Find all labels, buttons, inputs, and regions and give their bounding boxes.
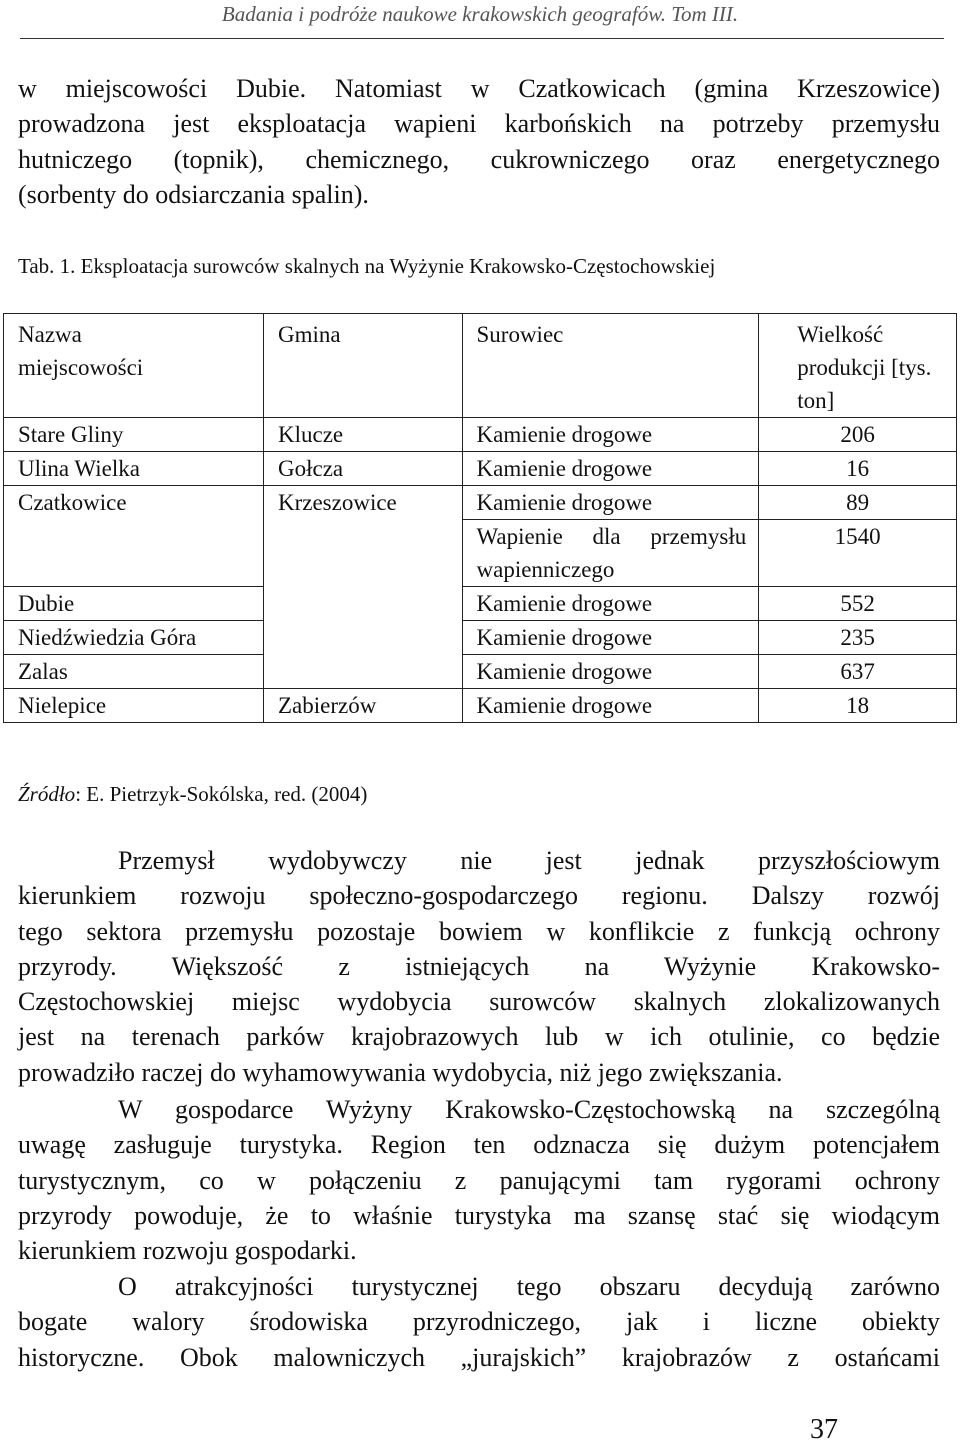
text-line: jest na terenach parków krajobrazowych lub w ich otulinie, co będzie [18,1022,940,1052]
cell-value: 637 [759,655,957,689]
header-production: Wielkość produkcji [tys. ton] [759,314,957,418]
material-line: wapienniczego [476,557,615,582]
cell-place: Zalas [4,655,264,689]
cell-material [462,520,759,587]
header-material: Surowiec [462,314,759,418]
cell-gmina: Klucze [264,418,463,452]
text-line: tego sektora przemysłu pozostaje bowiem w konflikcie z funkcją ochrony [18,916,940,946]
table-row [4,655,957,689]
cell-material: Kamienie drogowe [462,418,759,452]
table-row [4,418,957,452]
cell-material: Kamienie drogowe [462,621,759,655]
cell-value: 16 [759,452,957,486]
table-header-row [4,314,957,418]
running-title: Badania i podróże naukowe krakowskich geografów. Tom III. [221,2,739,26]
cell-gmina: Krzeszowice [264,486,463,689]
text-line: historyczne. Obok malowniczych „jurajskich” krajobrazów z ostańcami [18,1342,940,1372]
table-caption: Tab. 1. Eksploatacja surowców skalnych na Wyżynie Krakowsko-Częstochowskiej [18,254,716,278]
intro-paragraph [18,71,940,212]
text-line: W gospodarce Wyżyny Krakowsko-Częstochowską na szczególną [118,1095,940,1124]
body-paragraph [18,1269,940,1375]
page-number: 37 [810,1414,838,1445]
text-line: kierunkiem rozwoju gospodarki. [18,1236,357,1266]
cell-gmina: Zabierzów [264,689,463,723]
text-line: bogate walory środowiska przyrodniczego, jak i liczne obiekty [18,1307,940,1337]
table-source [18,779,367,809]
table-row [4,486,957,520]
cell-material: Kamienie drogowe [462,689,759,723]
cell-place: Czatkowice [4,486,264,587]
cell-value: 235 [759,621,957,655]
text-line: uwagę zasługuje turystyka. Region ten odznacza się dużym potencjałem [18,1130,940,1160]
source-label: Źródło [18,782,76,806]
cell-material: Kamienie drogowe [462,655,759,689]
cell-value: 552 [759,587,957,621]
text-line: przyrody powoduje, że to właśnie turystyka ma szansę stać się wiodącym [18,1200,940,1230]
header-gmina: Gmina [264,314,463,418]
cell-gmina: Gołcza [264,452,463,486]
text-line: (sorbenty do odsiarczania spalin). [18,179,369,209]
cell-place: Dubie [4,587,264,621]
source-text: : E. Pietrzyk-Sokólska, red. (2004) [75,782,368,806]
cell-material: Kamienie drogowe [462,486,759,520]
text-line: Przemysł wydobywczy nie jest jednak przyszłościowym [118,846,940,875]
body-paragraph [18,1092,940,1268]
cell-value: 89 [759,486,957,520]
header-rule [20,38,944,39]
table-row [4,587,957,621]
table-row [4,689,957,723]
cell-value: 206 [759,418,957,452]
production-table [3,313,957,723]
cell-place: Ulina Wielka [4,452,264,486]
text-line: O atrakcyjności turystycznej tego obszaru decydują zarówno [118,1272,940,1301]
cell-place: Niedźwiedzia Góra [4,621,264,655]
table-row [4,621,957,655]
header-place: Nazwa miejscowości [4,314,264,418]
cell-place: Stare Gliny [4,418,264,452]
text-line: turystycznym, co w połączeniu z panującymi tam rygorami ochrony [18,1165,940,1195]
cell-place: Nielepice [4,689,264,723]
text-line: kierunkiem rozwoju społeczno-gospodarczego regionu. Dalszy rozwój [18,881,940,911]
running-header [0,0,960,40]
text-line: hutniczego (topnik), chemicznego, cukrowniczego oraz energetycznego [18,144,940,174]
text-line: przyrody. Większość z istniejących na Wyżynie Krakowsko- [18,951,940,981]
table-row [4,452,957,486]
text-line: prowadziło raczej do wyhamowywania wydobycia, niż jego zwiększania. [18,1057,783,1087]
text-line: prowadzona jest eksploatacja wapieni karbońskich na potrzeby przemysłu [18,109,940,139]
body-paragraph [18,843,940,1090]
cell-material: Kamienie drogowe [462,587,759,621]
text-line: Częstochowskiej miejsc wydobycia surowców skalnych zlokalizowanych [18,987,940,1017]
cell-value: 1540 [759,520,957,587]
cell-material: Kamienie drogowe [462,452,759,486]
material-line: Wapienie dla przemysłu [476,524,747,549]
cell-value: 18 [759,689,957,723]
text-line: w miejscowości Dubie. Natomiast w Czatkowicach (gmina Krzeszowice) [18,74,940,103]
